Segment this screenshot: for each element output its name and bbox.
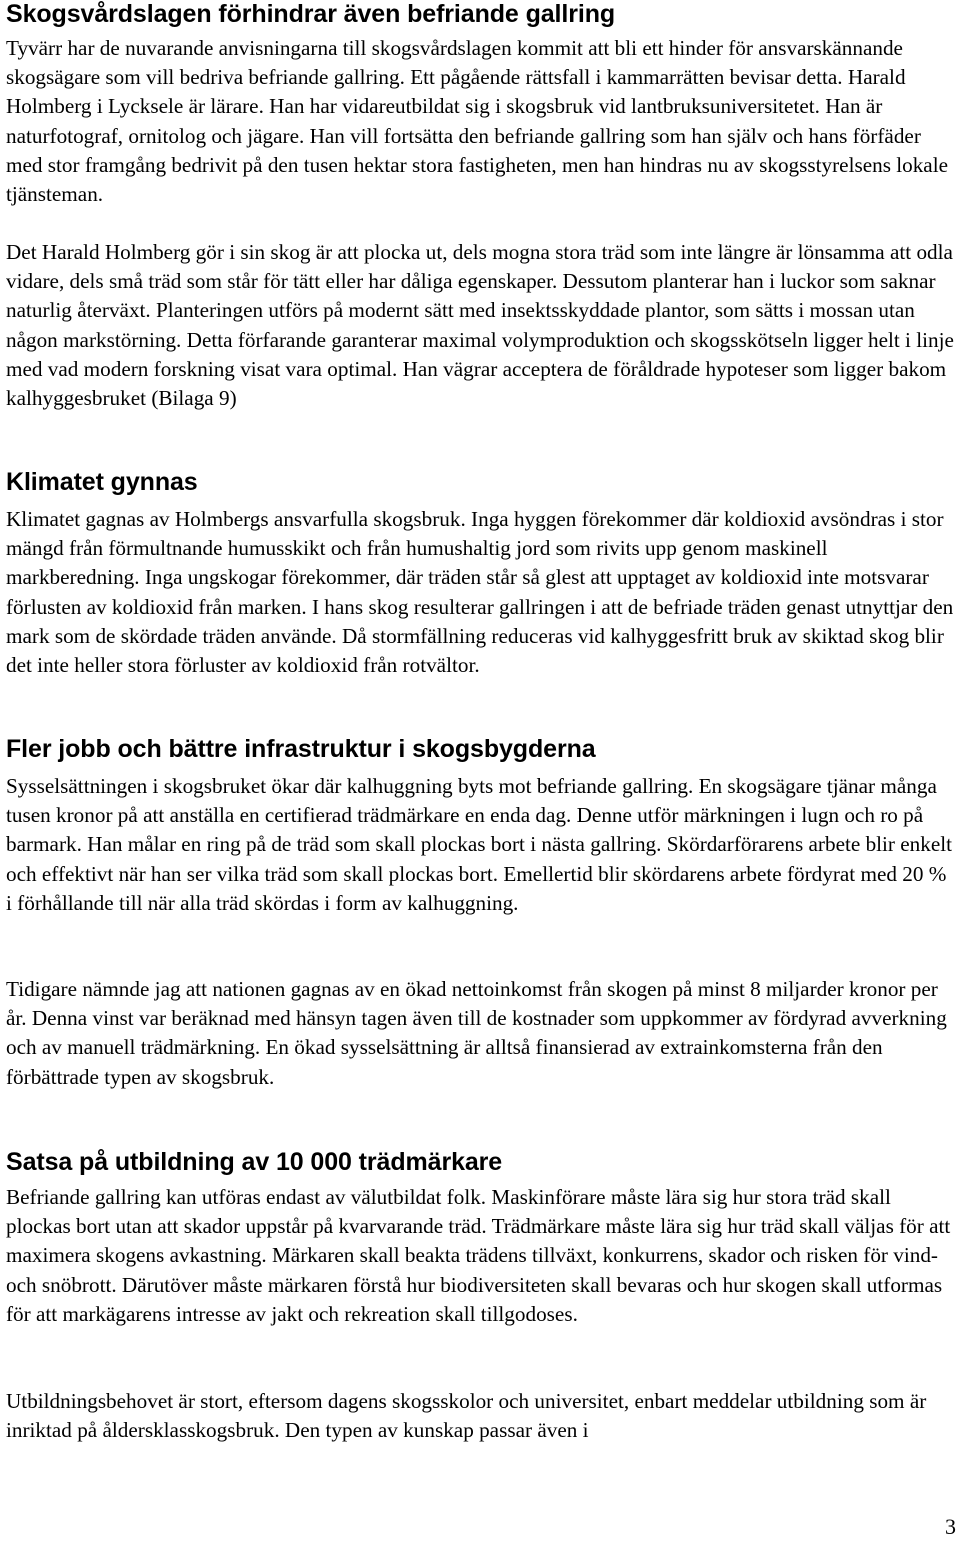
paragraph-utbildningsbehov: Utbildningsbehovet är stort, eftersom dagens skogsskolor och universitet, enbart meddelar utbildning som är inriktad på åldersklasskogsbruk. Den typen av kunskap passar även i [6, 1389, 927, 1443]
page-number: 3 [945, 1514, 956, 1539]
section-heading-skogsvardslagen: Skogsvårdslagen förhindrar även befriande gallring [6, 0, 616, 28]
paragraph-holmberg-skog: Det Harald Holmberg gör i sin skog är att plocka ut, dels mogna stora träd som inte längre är lönsamma att odla vidare, dels små träd som står för tätt eller har dåliga egenskaper. Dessutom planterar han i luckor som saknar naturlig återväxt. Planteringen utförs på modernt sätt med insektsskyddade plantor, som sätts i mossan utan någon markstörning. Detta förfarande garanterar maximal volymproduktion och skogsskötseln ligger helt i linje med vad modern forskning visat vara optimal. Han vägrar acceptera de föråldrade hypoteser som ligger bakom kalhyggesbruket (Bilaga 9) [6, 240, 954, 411]
section-heading-klimatet: Klimatet gynnas [6, 468, 198, 496]
paragraph-klimatet: Klimatet gagnas av Holmbergs ansvarfulla skogsbruk. Inga hyggen förekommer där koldioxid avsöndras i stor mängd från förmultnande humusskikt och från humushaltig jord som rivits upp genom maskinell markberedning. Inga ungskogar förekommer, där träden står så glest att upptaget av koldioxid inte motsvarar förlusten av koldioxid från marken. I hans skog resulterar gallringen i att de befriade träden genast utnyttjar den mark som de skördade träden använde. Då stormfällning reduceras vid kalhyggesfritt bruk av skiktad skog blir det inte heller stora förluster av koldioxid från rotvältor. [6, 507, 954, 678]
paragraph-rattsfall: Tyvärr har de nuvarande anvisningarna till skogsvårdslagen kommit att bli ett hinder för ansvarskännande skogsägare som vill bedriva befriande gallring. Ett pågående rättsfall i kammarrätten bevisar detta. Harald Holmberg i Lycksele är lärare. Han har vidareutbildat sig i skogsbruk vid lantbruksuniversitetet. Han är naturfotograf, ornitolog och jägare. Han vill fortsätta den befriande gallring som han själv och hans förfäder med stor framgång bedrivit på den tusen hektar stora fastigheten, men han hindras nu av skogsstyrelsens lokale tjänsteman. [6, 36, 949, 207]
section-heading-fler-jobb: Fler jobb och bättre infrastruktur i skogsbygderna [6, 735, 596, 763]
paragraph-nettoinkomst: Tidigare nämnde jag att nationen gagnas av en ökad nettoinkomst från skogen på minst 8 miljarder kronor per år. Denna vinst var beräknad med hänsyn tagen även till de kostnader som uppkommer av fördyrad avverkning och av manuell trädmärkning. En ökad sysselsättning är alltså finansierad av extrainkomsterna från den förbättrade typen av skogsbruk. [6, 977, 947, 1089]
paragraph-sysselsattning: Sysselsättningen i skogsbruket ökar där kalhuggning byts mot befriande gallring. En skogsägare tjänar många tusen kronor på att anställa en certifierad trädmärkare en enda dag. Denne utför märkningen i lugn och ro på barmark. Han målar en ring på de träd som skall plockas bort i nästa gallring. Skördarförarens arbete blir enkelt och effektivt när han ser vilka träd som skall plockas bort. Emellertid blir skördarens arbete fördyrat med 20 % i förhållande till när alla träd skördas i form av kalhuggning. [6, 774, 953, 915]
paragraph-befriande-gallring: Befriande gallring kan utföras endast av välutbildat folk. Maskinförare måste lära sig hur stora träd skall plockas bort utan att skador uppstår på kvarvarande träd. Trädmärkare måste lära sig hur träd skall väljas för att maximera skogens avkastning. Märkaren skall beakta trädens tillväxt, konkurrens, skador och risken för vind- och snöbrott. Därutöver måste märkaren förstå hur biodiversiteten skall bevaras och hur skogen skall utformas för att markägarens intresse av jakt och rekreation skall tillgodoses. [6, 1185, 951, 1326]
section-heading-utbildning: Satsa på utbildning av 10 000 trädmärkare [6, 1148, 503, 1176]
